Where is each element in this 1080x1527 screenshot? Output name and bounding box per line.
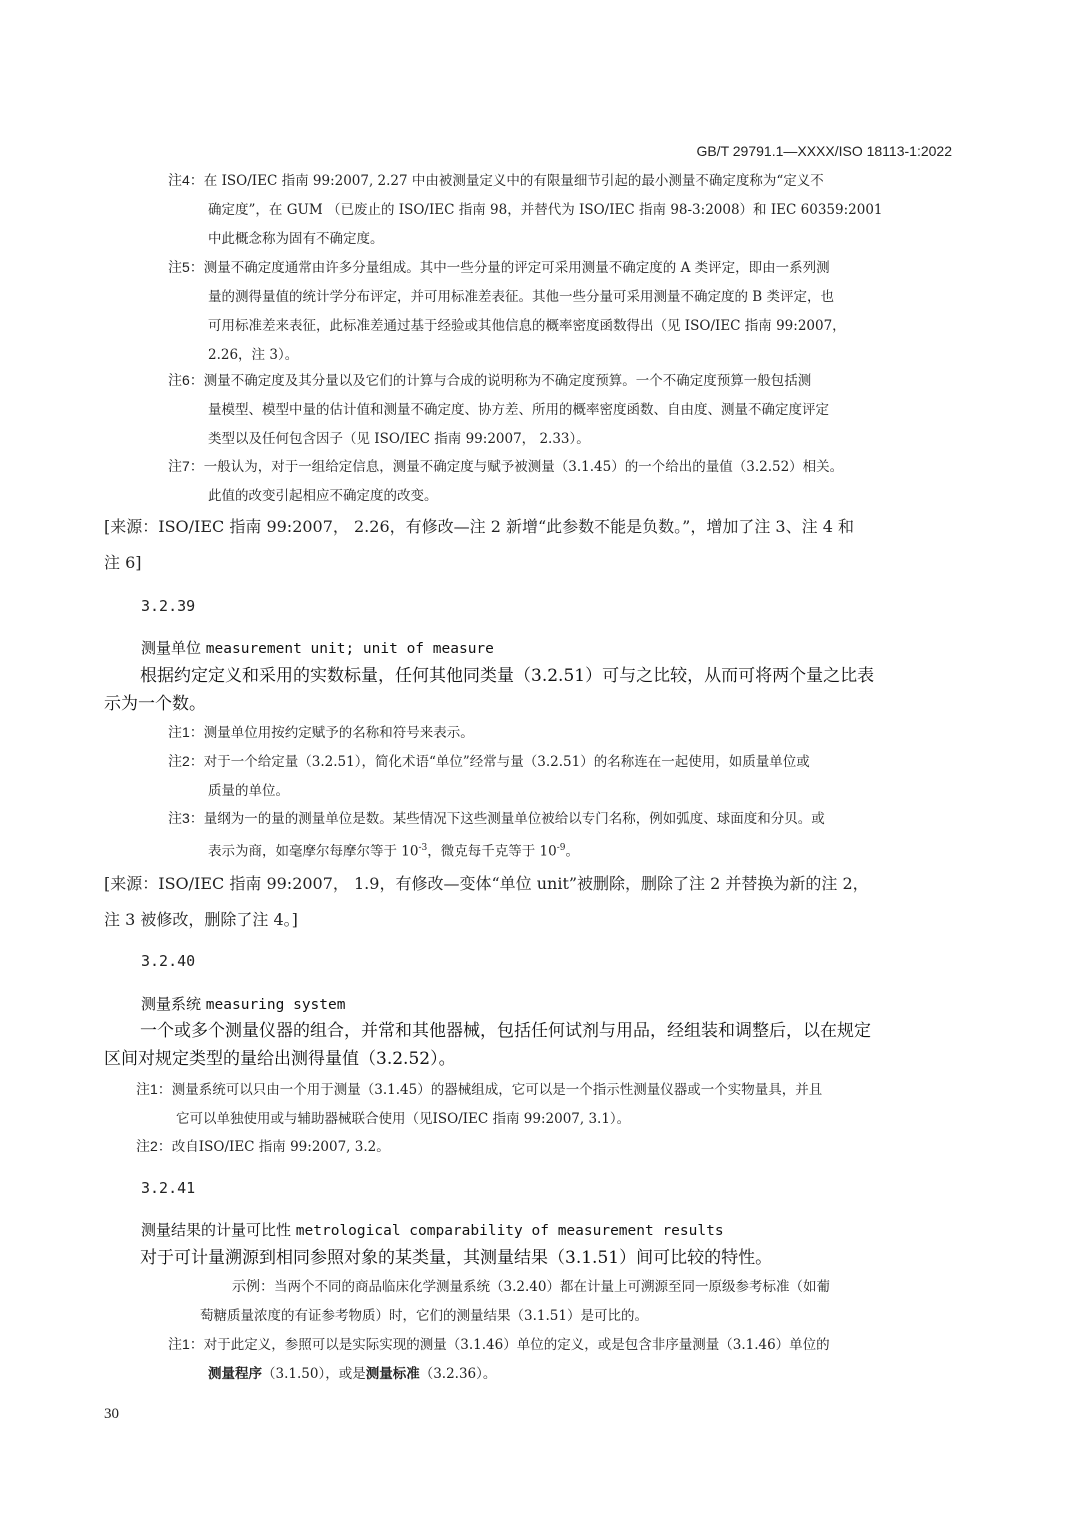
note-text: 确定度”，在 GUM （已废止的 ISO/IEC 指南 98，并替代为 ISO/IEC 指南 98-3:2008）和 IEC 60359:2001 — [208, 202, 883, 218]
note-1 — [168, 1330, 953, 1389]
note-2 — [168, 747, 953, 806]
source-text: [来源：ISO/IEC 指南 99:2007， 1.9，有修改—变体“单位 unit”被删除，删除了注 2 并替换为新的注 2， — [104, 874, 869, 893]
note-1 — [136, 1075, 953, 1134]
note-text: 中此概念称为固有不确定度。 — [208, 231, 384, 247]
source-citation-1 — [104, 509, 954, 581]
note-text: 可用标准差来表征，此标准差通过基于经验或其他信息的概率密度函数得出（见 ISO/IEC 指南 99:2007， — [208, 318, 846, 334]
source-text: [来源：ISO/IEC 指南 99:2007， 2.26，有修改—注 2 新增“此参数不能是负数。”，增加了注 3、注 4 和 — [104, 517, 854, 536]
definition-text: 对于可计量溯源到相同参照对象的某类量，其测量结果（3.1.51）间可比较的特性。 — [140, 1248, 773, 1268]
source-text: 注 3 被修改，删除了注 4。] — [104, 910, 298, 929]
term-definition — [104, 662, 954, 718]
note-label: 注1： — [136, 1081, 172, 1097]
term-heading — [141, 1219, 724, 1240]
term-name-zh: 测量结果的计量可比性 — [141, 1221, 292, 1239]
note-text: 量纲为一的量的测量单位是数。某些情况下这些测量单位被给以专门名称，例如弧度、球面度和分贝。或 — [203, 811, 825, 827]
note-text: 测量不确定度及其分量以及它们的计算与合成的说明称为不确定度预算。一个不确定度预算一般包括测 — [203, 373, 812, 389]
term-name-en: measurement unit; unit of measure — [205, 641, 494, 657]
definition-text: 区间对规定类型的量给出测得量值（3.2.52）。 — [104, 1049, 456, 1069]
example-text: 当两个不同的商品临床化学测量系统（3.2.40）都在计量上可溯源至同一原级参考标准（如葡 — [274, 1279, 830, 1295]
note-label: 注2： — [136, 1138, 172, 1154]
note-text: 测量程序（3.1.50），或是测量标准（3.2.36）。 — [208, 1366, 497, 1382]
note-label: 注7： — [168, 458, 204, 474]
note-1 — [168, 718, 953, 748]
example — [200, 1272, 953, 1331]
note-text: 改自ISO/IEC 指南 99:2007, 3.2。 — [171, 1139, 390, 1155]
note-label: 注4： — [168, 172, 204, 188]
note-text: 测量系统可以只由一个用于测量（3.1.45）的器械组成，它可以是一个指示性测量仪器或一个实物量具，并且 — [171, 1082, 823, 1098]
note-label: 注1： — [168, 724, 204, 740]
term-definition — [104, 1017, 954, 1073]
example-text: 萄糖质量浓度的有证参考物质）时，它们的测量结果（3.1.51）是可比的。 — [200, 1308, 648, 1324]
note-6 — [168, 366, 953, 454]
note-label: 注3： — [168, 810, 204, 826]
note-text: 类型以及任何包含因子（见 ISO/IEC 指南 99:2007， 2.33）。 — [208, 431, 590, 447]
note-3 — [168, 804, 953, 867]
term-name-en: measuring system — [205, 997, 346, 1013]
note-label: 注5： — [168, 259, 204, 275]
note-text: 量的测得量值的统计学分布评定，并可用标准差表征。其他一些分量可采用测量不确定度的 B 类评定，也 — [208, 289, 835, 305]
example-label: 示例： — [232, 1278, 274, 1294]
note-text: 质量的单位。 — [208, 783, 289, 799]
note-text: 在 ISO/IEC 指南 99:2007, 2.27 中由被测量定义中的有限量细节引起的最小测量不确定度称为“定义不 — [203, 173, 824, 189]
note-label: 注6： — [168, 372, 204, 388]
term-heading — [141, 637, 494, 658]
standard-identifier: GB/T 29791.1—XXXX/ISO 18113-1:2022 — [696, 143, 952, 159]
term-number: 3.2.39 — [141, 597, 196, 615]
definition-text: 根据约定定义和采用的实数标量，任何其他同类量（3.2.51）可与之比较，从而可将两个量之比表 — [140, 666, 875, 686]
term-name-zh: 测量系统 — [141, 995, 202, 1013]
term-number: 3.2.41 — [141, 1179, 196, 1197]
note-text: 对于此定义，参照可以是实际实现的测量（3.1.46）单位的定义，或是包含非序量测量（3.1.46）单位的 — [203, 1337, 830, 1353]
note-text: 量模型、模型中量的估计值和测量不确定度、协方差、所用的概率密度函数、自由度、测量不确定度评定 — [208, 402, 829, 418]
note-text: 一般认为，对于一组给定信息，测量不确定度与赋予被测量（3.1.45）的一个给出的量值（3.2.52）相关。 — [203, 459, 844, 475]
note-text: 表示为商，如毫摩尔每摩尔等于 $10^{-3}$，微克每千克等于 $10^{-9}$。 — [208, 843, 580, 860]
note-label: 注1： — [168, 1336, 204, 1352]
definition-text: 一个或多个测量仪器的组合，并常和其他器械，包括任何试剂与用品，经组装和调整后，以在规定 — [140, 1021, 871, 1041]
page-number: 30 — [104, 1406, 119, 1422]
note-text: 对于一个给定量（3.2.51），简化术语“单位”经常与量（3.2.51）的名称连在一起使用，如质量单位或 — [203, 754, 810, 770]
note-text: 测量单位用按约定赋予的名称和符号来表示。 — [203, 725, 474, 741]
note-text: 它可以单独使用或与辅助器械联合使用（见ISO/IEC 指南 99:2007, 3.1）。 — [176, 1111, 631, 1127]
source-citation-2 — [104, 866, 954, 938]
note-text: 此值的改变引起相应不确定度的改变。 — [208, 488, 438, 504]
note-7 — [168, 452, 953, 511]
term-number: 3.2.40 — [141, 952, 196, 970]
note-text: 2.26，注 3）。 — [208, 347, 299, 363]
term-heading — [141, 993, 345, 1014]
note-text: 测量不确定度通常由许多分量组成。其中一些分量的评定可采用测量不确定度的 A 类评定，即由一系列测 — [203, 260, 830, 276]
term-definition — [104, 1244, 954, 1272]
note-2 — [136, 1132, 921, 1162]
term-name-en: metrological comparability of measurement results — [295, 1223, 724, 1239]
note-label: 注2： — [168, 753, 204, 769]
note-4 — [168, 166, 953, 254]
definition-text: 示为一个数。 — [104, 694, 206, 714]
source-text: 注 6] — [104, 553, 142, 572]
term-name-zh: 测量单位 — [141, 639, 202, 657]
note-5 — [168, 253, 953, 370]
